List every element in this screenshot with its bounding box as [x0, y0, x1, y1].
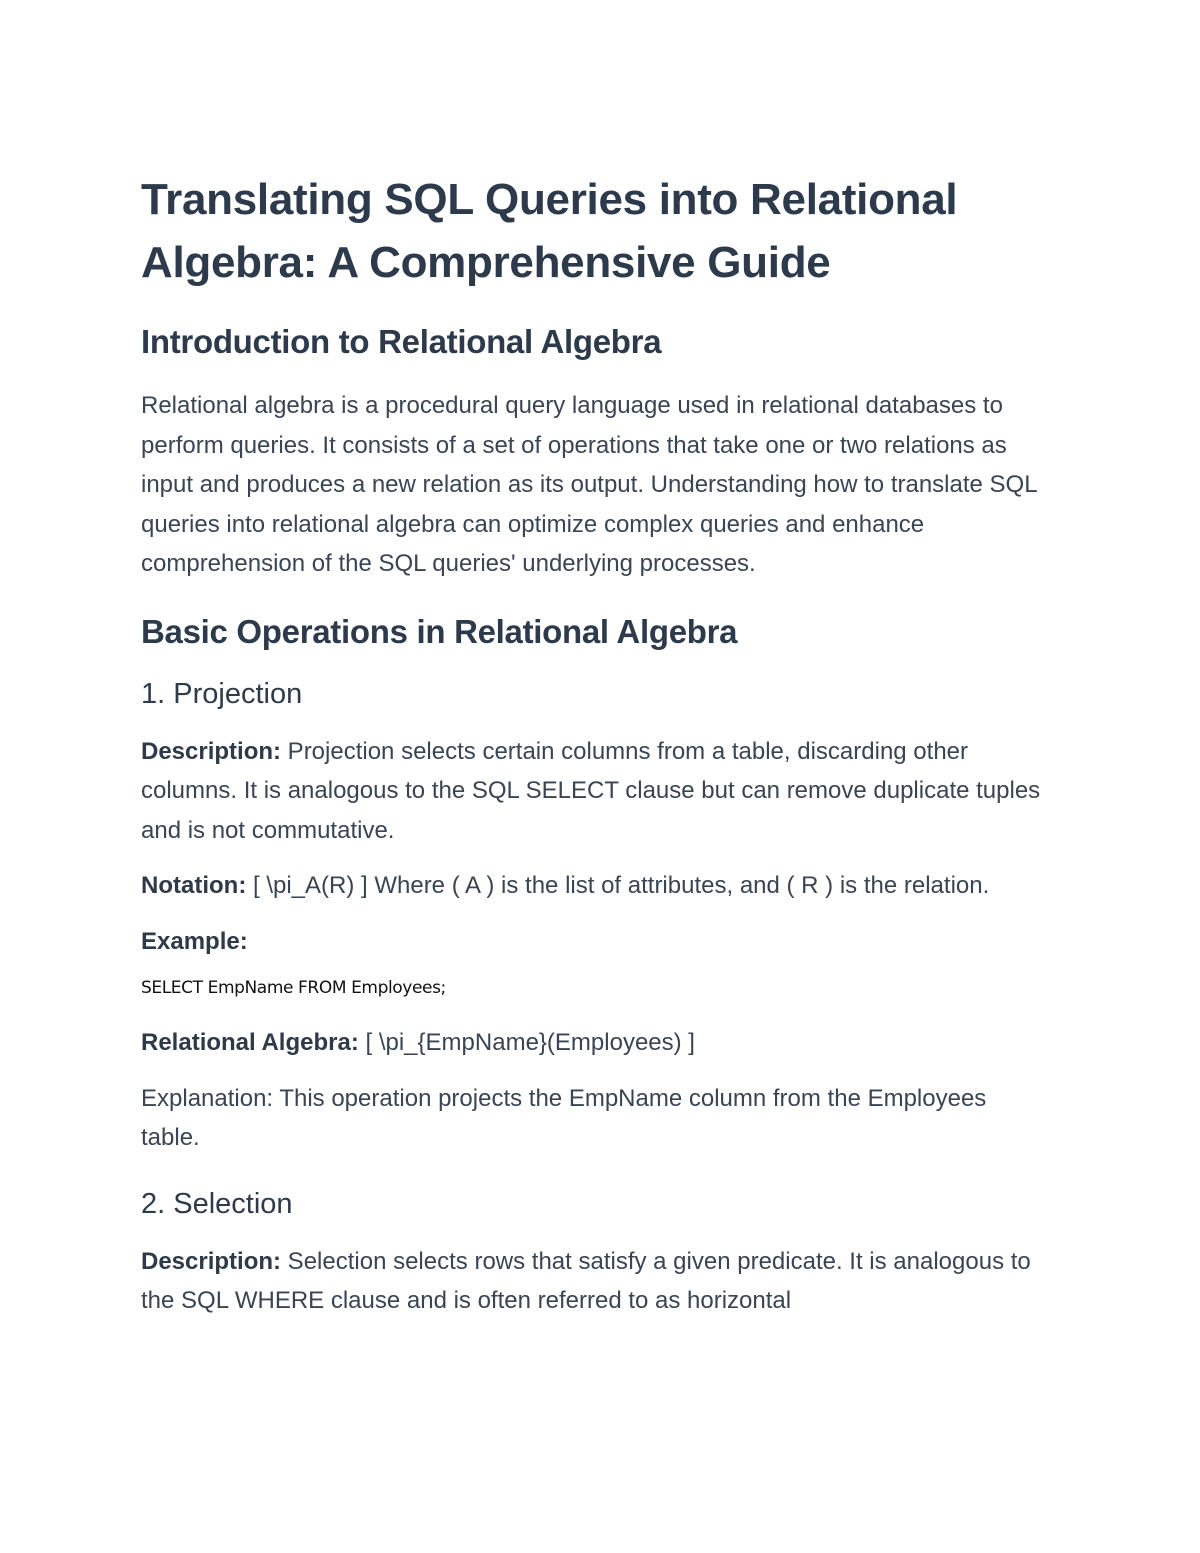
- notation-text: [ \pi_A(R) ] Where ( A ) is the list of attributes, and ( R ) is the relation.: [246, 872, 990, 899]
- document-page: [141, 168, 1041, 1335]
- description-text: Selection selects rows that satisfy a given predicate. It is analogous to the SQL WHERE clause and is often referred to as horizontal: [141, 1247, 1031, 1314]
- basic-operations-section: [141, 612, 1041, 1321]
- projection-description: [141, 732, 1041, 851]
- description-label: Description:: [141, 1247, 282, 1275]
- projection-relational-algebra: [141, 1023, 1041, 1063]
- selection-subsection: [141, 1186, 1041, 1321]
- selection-description: [141, 1242, 1041, 1321]
- projection-example: [141, 922, 1041, 962]
- description-label: Description:: [141, 737, 282, 765]
- selection-heading: 2. Selection: [141, 1187, 293, 1220]
- intro-heading: Introduction to Relational Algebra: [141, 323, 662, 360]
- sql-code-block: SELECT EmpName FROM Employees;: [141, 978, 446, 998]
- intro-paragraph: Relational algebra is a procedural query language used in relational databases to perform queries. It consists of a set of operations that take one or two relations as input and produces a new relation as its output. Understanding how to translate SQL queries into relational algebra can optimize complex queries and enhance comprehension of the SQL queries' underlying processes.: [141, 392, 1037, 577]
- intro-section: [141, 322, 1041, 584]
- projection-heading: 1. Projection: [141, 677, 303, 710]
- notation-label: Notation:: [141, 872, 247, 899]
- relational-algebra-label: Relational Algebra:: [141, 1029, 359, 1056]
- projection-notation: [141, 866, 1041, 906]
- projection-subsection: [141, 676, 1041, 1158]
- document-title: Translating SQL Queries into Relational Algebra: A Comprehensive Guide: [141, 175, 958, 287]
- description-text: Projection selects certain columns from a table, discarding other columns. It is analogous to the SQL SELECT clause but can remove duplicate tuples and is not commutative.: [141, 737, 1041, 844]
- basic-operations-heading: Basic Operations in Relational Algebra: [141, 612, 738, 650]
- example-label: Example:: [141, 927, 248, 955]
- projection-explanation: Explanation: This operation projects the EmpName column from the Employees table.: [141, 1084, 987, 1151]
- relational-algebra-text: [ \pi_{EmpName}(Employees) ]: [358, 1029, 695, 1056]
